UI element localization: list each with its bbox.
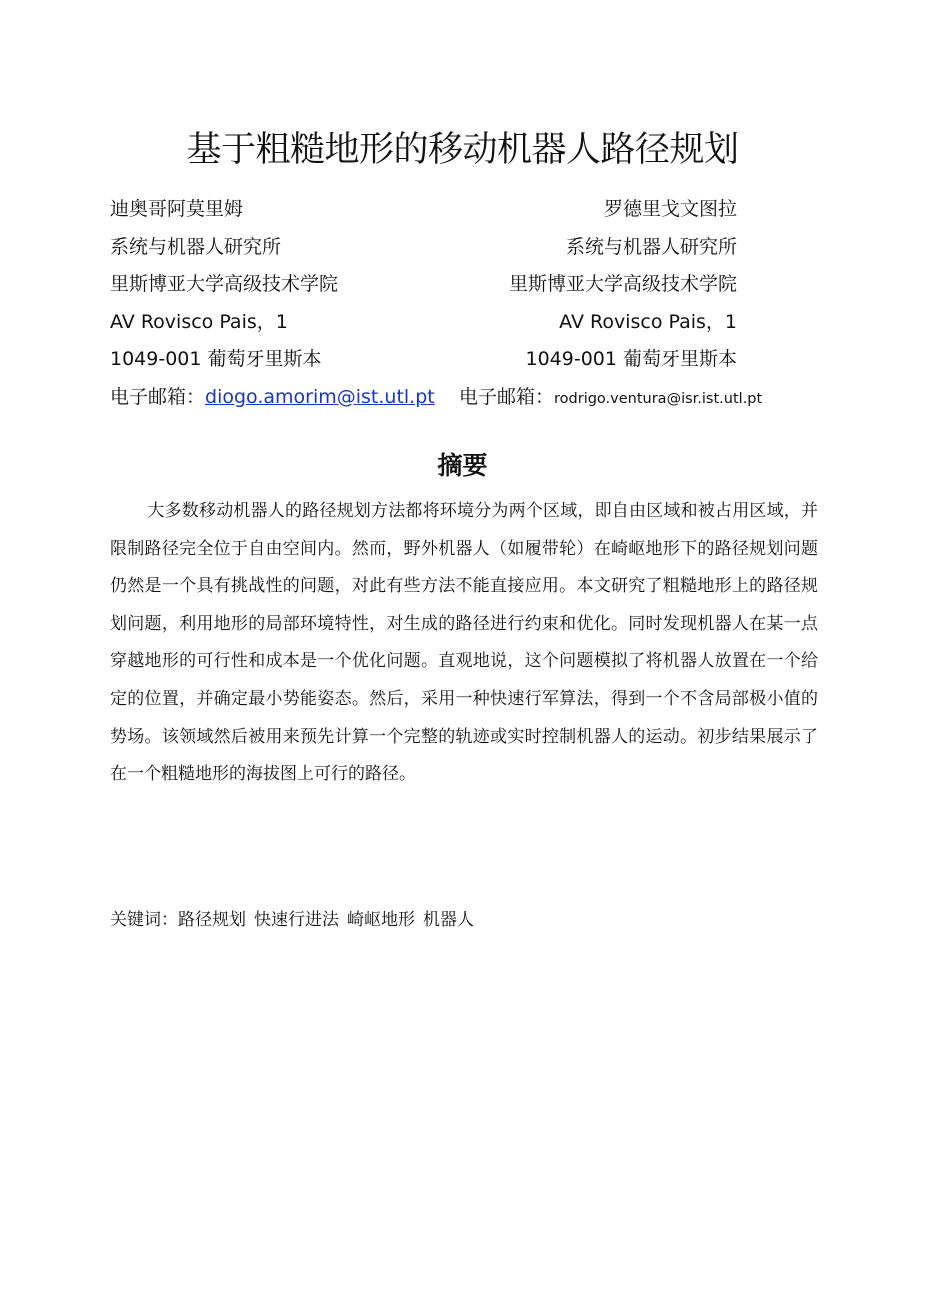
keyword: 快速行进法 [254,910,339,930]
abstract-text: 大多数移动机器人的路径规划方法都将环境分为两个区域，即自由区域和被占用区域，并限制路径完全位于自由空间内。然而，野外机器人（如履带轮）在崎岖地形下的路径规划问题仍然是一个具有挑战性的问题，对此有些方法不能直接应用。本文研究了粗糙地形上的路径规划问题，利用地形的局部环境特性，对生成的路径进行约束和优化。同时发现机器人在某一点穿越地形的可行性和成本是一个优化问题。直观地说，这个问题模拟了将机器人放置在一个给定的位置，并确定最小势能姿态。然后，采用一种快速行军算法，得到一个不含局部极小值的势场。该领域然后被用来预先计算一个完整的轨迹或实时控制机器人的运动。初步结果展示了在一个粗糙地形的海拔图上可行的路径。 [110,501,818,785]
email-label: 电子邮箱： [110,385,206,408]
author-email-row [381,384,763,422]
keyword: 路径规划 [178,910,246,930]
author-department: 系统与机器人研究所 [565,235,737,258]
keyword: 机器人 [423,910,474,930]
keywords-line [110,904,482,936]
author-street: AV Rovisco Pais，1 [110,310,288,333]
author-name: 迪奥哥阿莫里姆 [110,198,244,220]
author-city: 1049-001 葡萄牙里斯本 [110,348,322,370]
author-institution: 里斯博亚大学高级技术学院 [508,273,737,295]
author-city: 1049-001 葡萄牙里斯本 [525,348,737,370]
keywords-label: 关键词： [110,910,178,930]
author-institution: 里斯博亚大学高级技术学院 [110,273,339,295]
email-label: 电子邮箱： [459,385,555,408]
author-email: rodrigo.ventura@isr.ist.utl.pt [554,390,763,407]
paper-title: 基于粗糙地形的移动机器人路径规划 [186,130,739,170]
abstract-heading: 摘要 [437,451,488,480]
author-name: 罗德里戈文图拉 [603,198,737,220]
author-block-2 [381,196,763,421]
author-street: AV Rovisco Pais，1 [559,310,737,333]
keyword: 崎岖地形 [347,910,415,930]
author-department: 系统与机器人研究所 [110,235,282,258]
author-email-link[interactable]: diogo.amorim@ist.utl.pt [205,385,435,408]
